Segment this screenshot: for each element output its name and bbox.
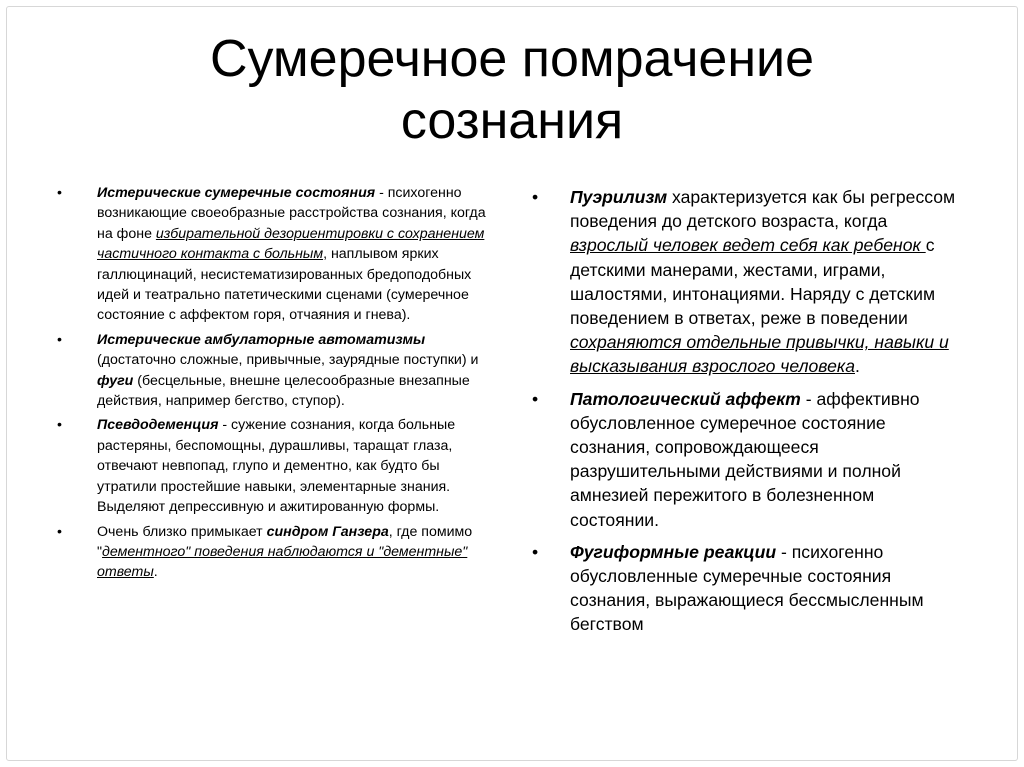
term: Фугиформные реакции (570, 541, 777, 562)
list-item (97, 183, 497, 326)
list-item (570, 387, 965, 532)
text: - аффективно обусловленное сумеречное состояние сознания, сопровождающееся разрушительными действиями и полной амнезией пережитого в болезненном состоянии. (570, 388, 920, 530)
right-bullet-list (570, 185, 965, 645)
list-item (97, 330, 497, 412)
term: синдром Ганзера (266, 523, 389, 540)
text: (достаточно сложные, привычные, заурядные поступки) и (97, 352, 479, 369)
term: Истерические сумеречные состояния (97, 185, 376, 201)
title-line-2: сознания (400, 92, 624, 150)
text: . (854, 356, 860, 377)
list-item (97, 415, 497, 517)
emphasis: сохраняются отдельные привычки, навыки и высказывания взрослого человека (570, 332, 949, 377)
text: - сужение сознания, когда больные растеряны, беспомощны, дурашливы, таращат глаза, отвечают невпопад, глупо и дементно, как будто бы утратили простейшие навыки, элементарные знания. Выделяют депрессивную и ажитированную формы. (97, 417, 456, 516)
text: , где помимо " (97, 523, 473, 560)
emphasis: взрослый человек ведет себя как ребенок (570, 235, 926, 256)
left-bullet-list (97, 183, 497, 587)
term: Псевдодеменция (97, 417, 219, 434)
text: (бесцельные, внешне целесообразные внезапные действия, например бегство, ступор). (97, 372, 470, 410)
list-item (97, 522, 497, 583)
emphasis: избирательной дезориентировки с сохранением частичного контакта с больным (97, 225, 485, 263)
text: характеризуется как бы регрессом поведения до детского возраста, когда (570, 187, 956, 232)
text: с детскими манерами, жестами, играми, шалостями, интонациями. Наряду с детским поведением в ответах, реже в поведении (570, 235, 936, 329)
text: , наплывом ярких галлюцинаций, несистематизированных бредоподобных идей и театрально патетическими сценами (сумеречное состояние с аффектом горя, отчаяния и гнева). (97, 246, 472, 324)
list-item (570, 540, 965, 637)
title-line-1: Сумеречное помрачение (209, 30, 815, 88)
term: фуги (97, 372, 134, 389)
text: Очень близко примыкает (97, 523, 267, 540)
text: . (153, 564, 158, 581)
term: Пуэрилизм (570, 187, 668, 207)
term: Истерические амбулаторные автоматизмы (97, 331, 426, 348)
text: - психогенно возникающие своеобразные расстройства сознания, когда на фоне (97, 185, 486, 242)
emphasis: дементного" поведения наблюдаются и "дементные" ответы (97, 543, 468, 581)
text: - психогенно обусловленные сумеречные состояния сознания, выражающиеся бессмысленным бегством (570, 541, 924, 635)
list-item (570, 185, 965, 379)
term: Патологический аффект (570, 388, 801, 409)
page-title (0, 28, 1024, 152)
